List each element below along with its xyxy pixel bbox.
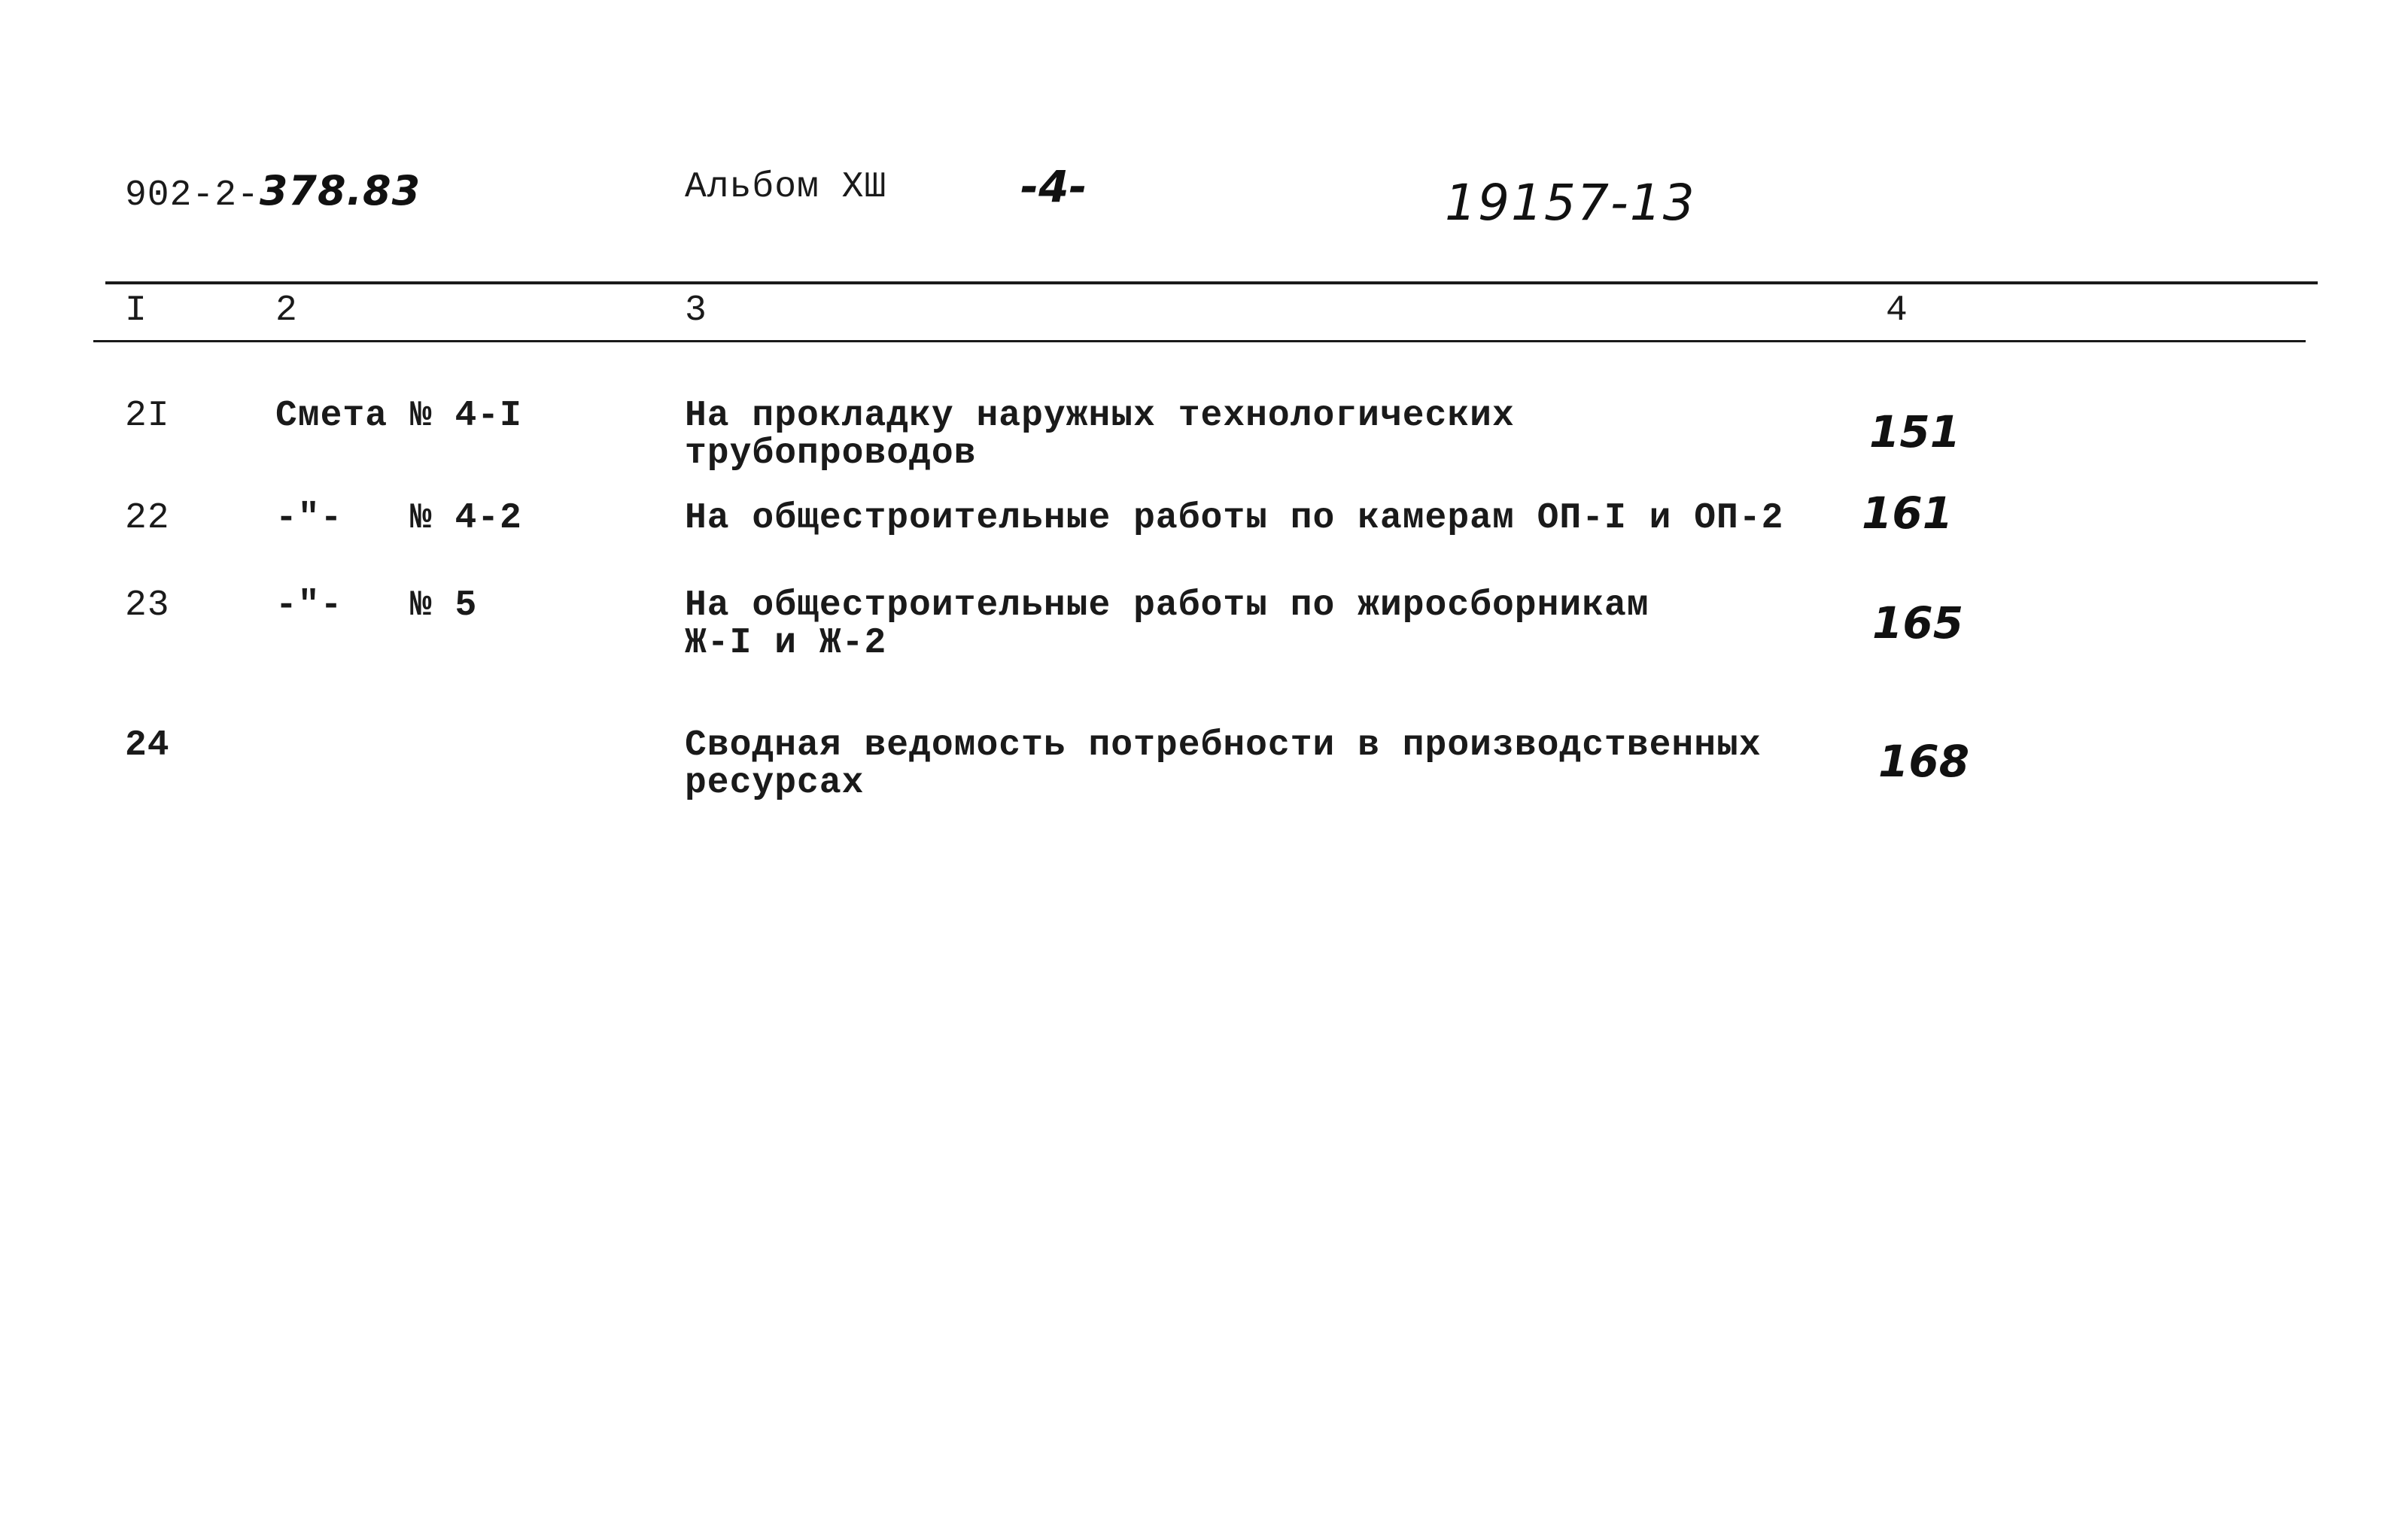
- row-description-line: На прокладку наружных технологических: [685, 396, 1515, 436]
- row-page-number: 151: [1869, 406, 1961, 457]
- document-code-prefix: 902-2-: [125, 175, 260, 216]
- column-header-2: 2: [275, 290, 298, 331]
- album-label: Альбом XШ: [685, 167, 887, 208]
- page-marker: -4-: [1020, 161, 1087, 212]
- row-reference: -"- № 5: [275, 585, 478, 626]
- row-page-number: 168: [1878, 736, 1970, 787]
- row-number: 22: [125, 498, 170, 539]
- row-number: 2I: [125, 396, 170, 436]
- column-header-3: 3: [685, 290, 707, 331]
- document-code: [125, 169, 421, 214]
- row-reference: -"- № 4-2: [275, 498, 522, 539]
- row-description-line: На общестроительные работы по камерам ОП-I и ОП-2: [685, 498, 1784, 539]
- row-description: [685, 587, 1649, 662]
- row-reference: Смета № 4-I: [275, 396, 522, 436]
- row-description: [685, 500, 1783, 537]
- row-description-line: На общестроительные работы по жиросборникам: [685, 585, 1649, 626]
- row-page-number: 165: [1872, 597, 1964, 649]
- row-description-line: Сводная ведомость потребности в производственных: [685, 725, 1762, 766]
- row-description-line: трубопроводов: [685, 433, 977, 474]
- table-top-rule: [105, 281, 2318, 284]
- row-number: 24: [125, 725, 170, 766]
- row-number: 23: [125, 585, 170, 626]
- column-header-1: I: [125, 290, 147, 331]
- row-page-number: 161: [1862, 488, 1953, 539]
- row-description-line: ресурсах: [685, 763, 865, 803]
- row-description: [685, 397, 1515, 472]
- column-header-4: 4: [1886, 290, 1908, 331]
- table-header-rule: [93, 340, 2306, 342]
- row-description: [685, 727, 1762, 802]
- document-code-handwritten: 378.83: [259, 167, 421, 214]
- archive-number: 19157-13: [1445, 174, 1696, 232]
- row-description-line: Ж-I и Ж-2: [685, 623, 887, 664]
